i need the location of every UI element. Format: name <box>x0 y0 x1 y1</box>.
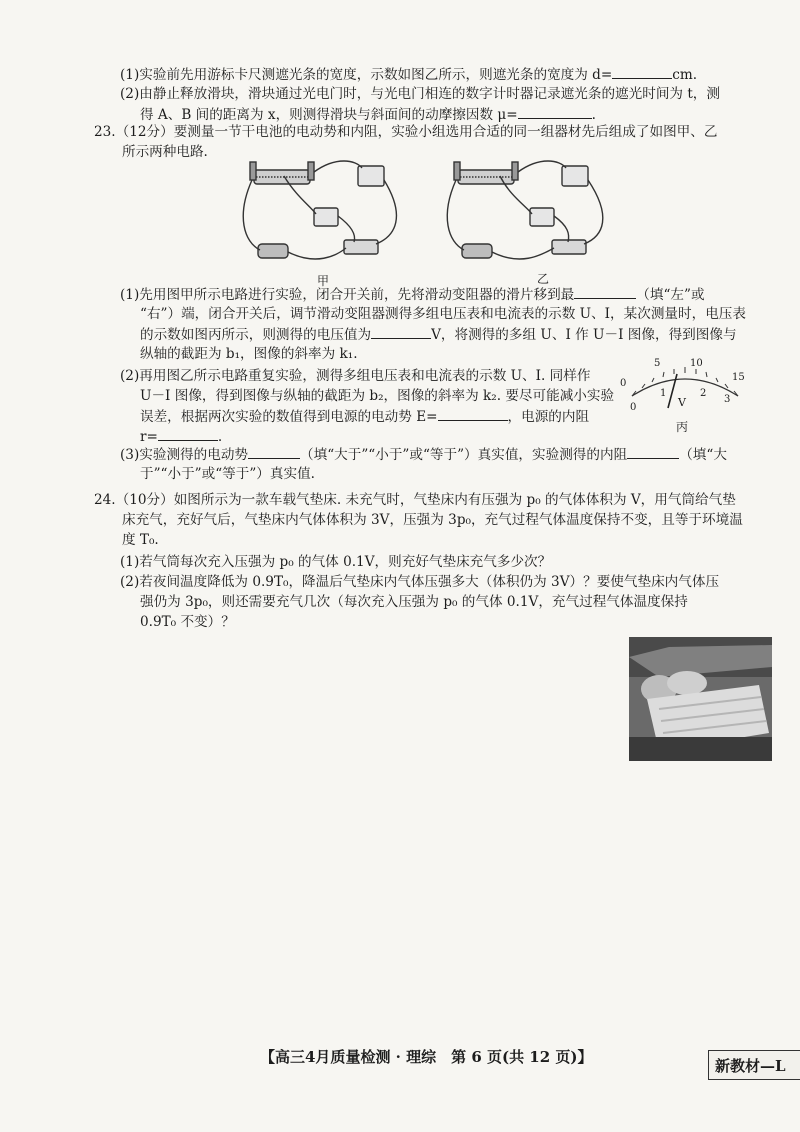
q22-sub2-text: 得 A、B 间的距离为 x，则测得滑块与斜面间的动摩擦因数 μ= <box>140 107 518 123</box>
q23-s3-line1 <box>120 444 727 465</box>
q24-s2-line3: 0.9T₀ 不变）？ <box>140 614 235 630</box>
answer-blank[interactable] <box>574 284 636 299</box>
q22-sub1 <box>120 64 697 85</box>
q23-s2-r: r= <box>140 429 158 445</box>
meter-bottom-label: 3 <box>724 394 731 405</box>
voltmeter-scale-icon <box>620 358 750 420</box>
q22-sub2-line1: (2)由静止释放滑块，滑块通过光电门时，与光电门相连的数字计时器记录遮光条的遮光时间为 t，测 <box>120 86 720 102</box>
q23-s2-text3: 误差，根据两次实验的数值得到电源的电动势 E= <box>140 409 438 425</box>
figure-caption-jia: 甲 <box>317 274 330 288</box>
meter-bottom-label: 2 <box>700 388 707 399</box>
meter-top-label: 15 <box>732 372 745 383</box>
meter-top-label: 10 <box>690 358 703 369</box>
q23-s1-text3b: V，将测得的多组 U、I 作 U－I 图像，得到图像与 <box>431 327 737 343</box>
q23-s2-line2: U－I 图像，得到图像与纵轴的截距为 b₂，图像的斜率为 k₂. 要尽可能减小实验 <box>140 388 615 404</box>
q24-stem-3: 度 T₀. <box>122 532 159 548</box>
q24-stem-1: 24.（10分）如图所示为一款车载气垫床. 未充气时，气垫床内有压强为 p₀ 的气体体积为 V，用气筒给气垫 <box>94 492 736 508</box>
air-mattress-photo <box>629 637 772 761</box>
figure-caption-bing: 丙 <box>676 420 689 434</box>
meter-unit: V <box>678 396 686 409</box>
q23-s1-line1 <box>120 284 705 305</box>
q23-s2-line1: (2)再用图乙所示电路重复实验，测得多组电压表和电流表的示数 U、I. 同样作 <box>120 368 591 384</box>
meter-top-label: 5 <box>654 358 661 369</box>
answer-blank[interactable] <box>438 406 508 421</box>
q24-s2-line1: (2)若夜间温度降低为 0.9T₀，降温后气垫床内气体压强多大（体积仍为 3V）？要使气垫床内气体压 <box>120 574 720 590</box>
answer-blank[interactable] <box>627 444 679 459</box>
q24-stem-2: 床充气，充好气后，气垫床内气体体积为 3V，压强为 3p₀，充气过程气体温度保持不变，且等于环境温 <box>122 512 743 528</box>
q24-s1: (1)若气筒每次充入压强为 p₀ 的气体 0.1V，则充好气垫床充气多少次？ <box>120 554 552 570</box>
page-footer: 【高三4月质量检测 · 理综 第 6 页(共 12 页)】 <box>260 1048 593 1066</box>
q22-sub1-text: (1)实验前先用游标卡尺测遮光条的宽度，示数如图乙所示，则遮光条的宽度为 d= <box>120 67 613 83</box>
meter-left-zero: 0 <box>620 378 627 389</box>
q23-s3-text-c: （填“大 <box>679 447 727 463</box>
edition-tag: 新教材—L <box>708 1050 800 1080</box>
q22-sub1-unit: cm. <box>672 67 698 83</box>
meter-bottom-label: 1 <box>660 388 667 399</box>
q23-s1-text3: 的示数如图丙所示，则测得的电压值为 <box>140 327 372 343</box>
q23-s3-text-b: （填“大于”“小于”或“等于”）真实值，实验测得的内阻 <box>300 447 628 463</box>
circuit-diagram-jia <box>236 156 406 274</box>
q23-s2-period: . <box>217 429 223 445</box>
answer-blank[interactable] <box>518 104 592 119</box>
q23-stem-1: 23.（12分）要测量一节干电池的电动势和内阻，实验小组选用合适的同一组器材先后组成了如图甲、乙 <box>94 124 718 140</box>
q23-s1-text: (1)先用图甲所示电路进行实验，闭合开关前，先将滑动变阻器的滑片移到最 <box>120 287 575 303</box>
q23-s1-line4: 纵轴的截距为 b₁，图像的斜率为 k₁. <box>140 346 358 362</box>
q23-s2-text3b: ，电源的内阻 <box>507 409 590 425</box>
q23-s1-line3 <box>140 324 737 345</box>
q23-s3-text: (3)实验测得的电动势 <box>120 447 249 463</box>
q23-s3-line2: 于”“小于”或“等于”）真实值. <box>140 466 316 482</box>
q22-sub2-period: . <box>591 107 596 123</box>
q23-s2-line3 <box>140 406 589 427</box>
circuit-diagram-yi <box>440 156 610 274</box>
voltmeter-dial <box>620 358 750 420</box>
q23-s1-hint: （填“左”或 <box>636 287 705 303</box>
answer-blank[interactable] <box>612 64 672 79</box>
figure-caption-yi: 乙 <box>537 272 550 286</box>
q24-s2-line2: 强仍为 3p₀，则还需要充气几次（每次充入压强为 p₀ 的气体 0.1V，充气过程气体温度保持 <box>140 594 688 610</box>
q23-s1-line2: “右”）端，闭合开关后，调节滑动变阻器测得多组电压表和电流表的示数 U、I，某次测量时，电压表 <box>140 306 746 322</box>
answer-blank[interactable] <box>371 324 431 339</box>
meter-bottom-label: 0 <box>630 402 637 413</box>
answer-blank[interactable] <box>248 444 300 459</box>
answer-blank[interactable] <box>158 426 218 441</box>
q23-stem-2: 所示两种电路. <box>122 144 208 160</box>
